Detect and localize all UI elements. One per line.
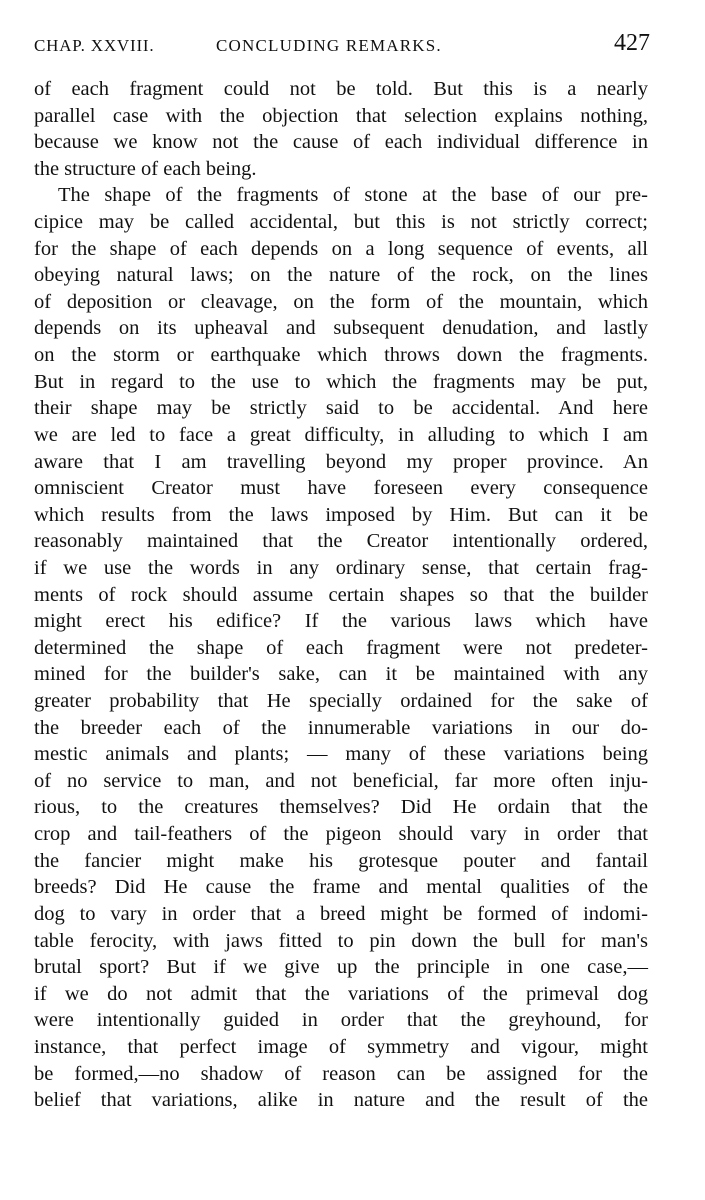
text-line: breeds? Did He cause the frame and mental qualities of the	[34, 876, 648, 899]
text-line: determined the shape of each fragment were not predeter-	[34, 636, 648, 659]
text-line: mined for the builder's sake, can it be maintained with any	[34, 663, 648, 686]
running-title: CONCLUDING REMARKS.	[216, 36, 442, 55]
text-line: parallel case with the objection that selection explains nothing,	[34, 104, 648, 127]
text-line: crop and tail-feathers of the pigeon should vary in order that	[34, 823, 648, 846]
text-line: The shape of the fragments of stone at the base of our pre-	[58, 184, 648, 207]
text-line: dog to vary in order that a breed might be formed of indomi-	[34, 902, 648, 925]
text-line: if we use the words in any ordinary sense, that certain frag-	[34, 556, 648, 579]
running-header	[34, 30, 654, 60]
text-line: mestic animals and plants; — many of these variations being	[34, 743, 648, 766]
text-line: were intentionally guided in order that the greyhound, for	[34, 1009, 648, 1032]
chapter-heading: CHAP. XXVIII.	[34, 36, 155, 55]
text-line: ments of rock should assume certain shapes so that the builder	[34, 583, 648, 606]
text-line: rious, to the creatures themselves? Did He ordain that the	[34, 796, 648, 819]
text-line: the fancier might make his grotesque pouter and fantail	[34, 849, 648, 872]
text-line: the breeder each of the innumerable variations in our do-	[34, 716, 648, 739]
body-text	[34, 76, 648, 1114]
text-line: be formed,—no shadow of reason can be assigned for the	[34, 1062, 648, 1085]
text-line: we are led to face a great difficulty, in alluding to which I am	[34, 423, 648, 446]
text-line: which results from the laws imposed by Him. But can it be	[34, 503, 648, 526]
text-line: of deposition or cleavage, on the form of the mountain, which	[34, 290, 648, 313]
text-line: because we know not the cause of each individual difference in	[34, 131, 648, 154]
text-line: aware that I am travelling beyond my proper province. An	[34, 450, 648, 473]
text-line: greater probability that He specially ordained for the sake of	[34, 690, 648, 713]
text-line: omniscient Creator must have foreseen every consequence	[34, 477, 648, 500]
text-line: the structure of each being.	[34, 157, 257, 180]
text-line: of no service to man, and not beneficial, far more often inju-	[34, 769, 648, 792]
text-line: their shape may be strictly said to be accidental. And here	[34, 397, 648, 420]
text-line: brutal sport? But if we give up the principle in one case,—	[34, 956, 648, 979]
text-line: cipice may be called accidental, but this is not strictly correct;	[34, 211, 648, 234]
text-line: instance, that perfect image of symmetry and vigour, might	[34, 1035, 648, 1058]
page-number: 427	[614, 30, 650, 56]
text-line: But in regard to the use to which the fragments may be put,	[34, 370, 648, 393]
text-line: for the shape of each depends on a long sequence of events, all	[34, 237, 648, 260]
text-line: might erect his edifice? If the various laws which have	[34, 610, 648, 633]
text-line: depends on its upheaval and subsequent denudation, and lastly	[34, 317, 648, 340]
text-line: obeying natural laws; on the nature of the rock, on the lines	[34, 264, 648, 287]
text-line: if we do not admit that the variations of the primeval dog	[34, 982, 648, 1005]
text-line: of each fragment could not be told. But this is a nearly	[34, 78, 648, 100]
text-line: table ferocity, with jaws fitted to pin down the bull for man's	[34, 929, 648, 952]
text-line: reasonably maintained that the Creator intentionally ordered,	[34, 530, 648, 553]
text-line: on the storm or earthquake which throws down the fragments.	[34, 344, 648, 367]
paragraph-1	[34, 76, 648, 182]
paragraph-2	[34, 182, 648, 1113]
text-line: belief that variations, alike in nature and the result of the	[34, 1089, 648, 1112]
